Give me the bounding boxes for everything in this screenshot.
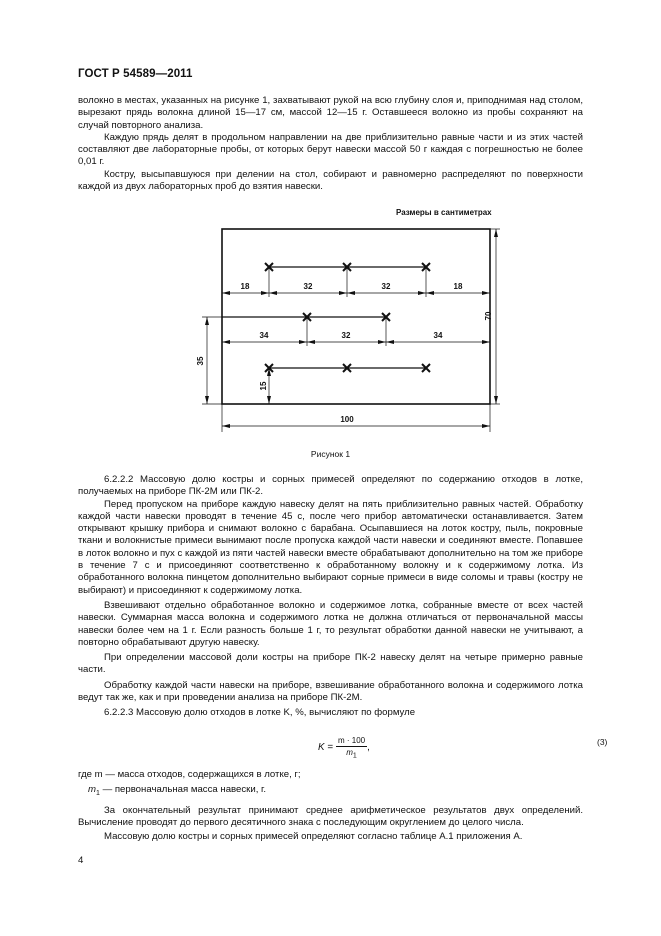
dimension-label: 100	[340, 415, 354, 424]
formula-lhs: K =	[318, 742, 333, 754]
dimensions-note: Размеры в сантиметрах	[396, 208, 492, 217]
dimension-label: 35	[196, 356, 205, 366]
body-text	[78, 474, 583, 720]
dimension-label: 15	[259, 381, 268, 391]
dimension-label: 70	[484, 311, 493, 321]
formula-numerator: m · 100	[337, 736, 366, 745]
paragraph: Каждую прядь делят в продольном направлении на две приблизительно равные части и из этих частей составляют две лабораторные пробы, от которых берут навески массой 50 г каждая с погрешностью не более 0,01 г.	[78, 131, 583, 168]
dimension-label: 18	[453, 282, 463, 291]
where-text	[78, 769, 583, 843]
formula-trailing: ,	[367, 742, 370, 754]
document-header: ГОСТ Р 54589—2011	[78, 68, 193, 80]
paragraph: 6.2.2.3 Массовую долю отходов в лотке K, %, вычисляют по формуле	[104, 707, 416, 719]
dimension-label: 18	[240, 282, 250, 291]
dimension-label: 34	[433, 331, 443, 340]
formula-denominator: $m_1$	[346, 748, 357, 760]
paragraph: 6.2.2.2 Массовую долю костры и сорных примесей определяют по содержанию отходов в лотке, получаемых на приборе ПК-2М или ПК-2.	[78, 474, 583, 498]
formula	[318, 736, 370, 760]
figure-caption: Рисунок 1	[310, 449, 351, 459]
paragraph: Взвешивают отдельно обработанное волокно и содержимое лотка, собранные вместе от всех частей навески. Суммарная масса волокна и содержимого лотка не должна отличаться от первоначальной массы навески более чем на 1 г. Если разность больше 1 г, то результат обработки данной навески не учитывают, а повторно обрабатывают другую навеску.	[78, 599, 583, 648]
paragraph: Перед пропуском на приборе каждую навеску делят на пять приблизительно равных частей. Обработку каждой части навески проводят в течение 45 с, после чего прибор автоматически останавливается. Затем открывают крышку прибора и снимают волокно с барабана. Осыпавшиеся на лоток костру, пыль, покровные ткани и волокнистые примеси вынимают после пропуска каждой части навески и соединяют вместе. Попавшее в лоток волокно и пух с каждой из пяти частей навески вместе обрабатывают дополнительно на том же приборе в течение 7 с и присоединяют соответственно к обработанному волокну и к содержимому лотка. Из обработанного волокна пинцетом дополнительно выбирают сорные примеси в виде соломы и травы (костру не выбирают) и присоединяют к содержимому лотка.	[78, 498, 583, 596]
paragraph: волокно в местах, указанных на рисунке 1, захватывают рукой на всю глубину слоя и, приподнимая над столом, вырезают прядь волокна длиной 15—17 см, массой 12—15 г. Оставшееся волокно из пробы сохраняют на случай повторного анализа.	[78, 95, 583, 131]
where-line: где m — масса отходов, содержащихся в лотке, г;	[78, 769, 301, 780]
equation-number: (3)	[597, 737, 608, 747]
where-line: $m_1$ — первоначальная масса навески, г.	[88, 784, 267, 798]
paragraph: За окончательный результат принимают среднее арифметическое результатов двух определений. Вычисление проводят до первого десятичного знака с последующим округлением до целого числа.	[78, 804, 583, 828]
paragraph: Костру, высыпавшуюся при делении на стол, собирают и равномерно распределяют по поверхности каждой из двух лабораторных проб до взятия навески.	[78, 168, 583, 193]
paragraph: Массовую долю костры и сорных примесей определяют согласно таблице А.1 приложения А.	[104, 831, 523, 843]
dimension-label: 32	[341, 331, 351, 340]
formula-fraction	[336, 736, 367, 760]
dimension-label: 32	[381, 282, 391, 291]
paragraph: Обработку каждой части навески на приборе, взвешивание обработанного волокна и содержимого лотка ведут так же, как и при проведении анализа на приборе ПК-2М.	[78, 679, 583, 704]
page-number: 4	[78, 855, 84, 866]
dimension-label: 34	[259, 331, 269, 340]
paragraph: При определении массовой доли костры на приборе ПК-2 навеску делят на четыре примерно равные части.	[78, 652, 583, 676]
dimension-label: 32	[303, 282, 313, 291]
